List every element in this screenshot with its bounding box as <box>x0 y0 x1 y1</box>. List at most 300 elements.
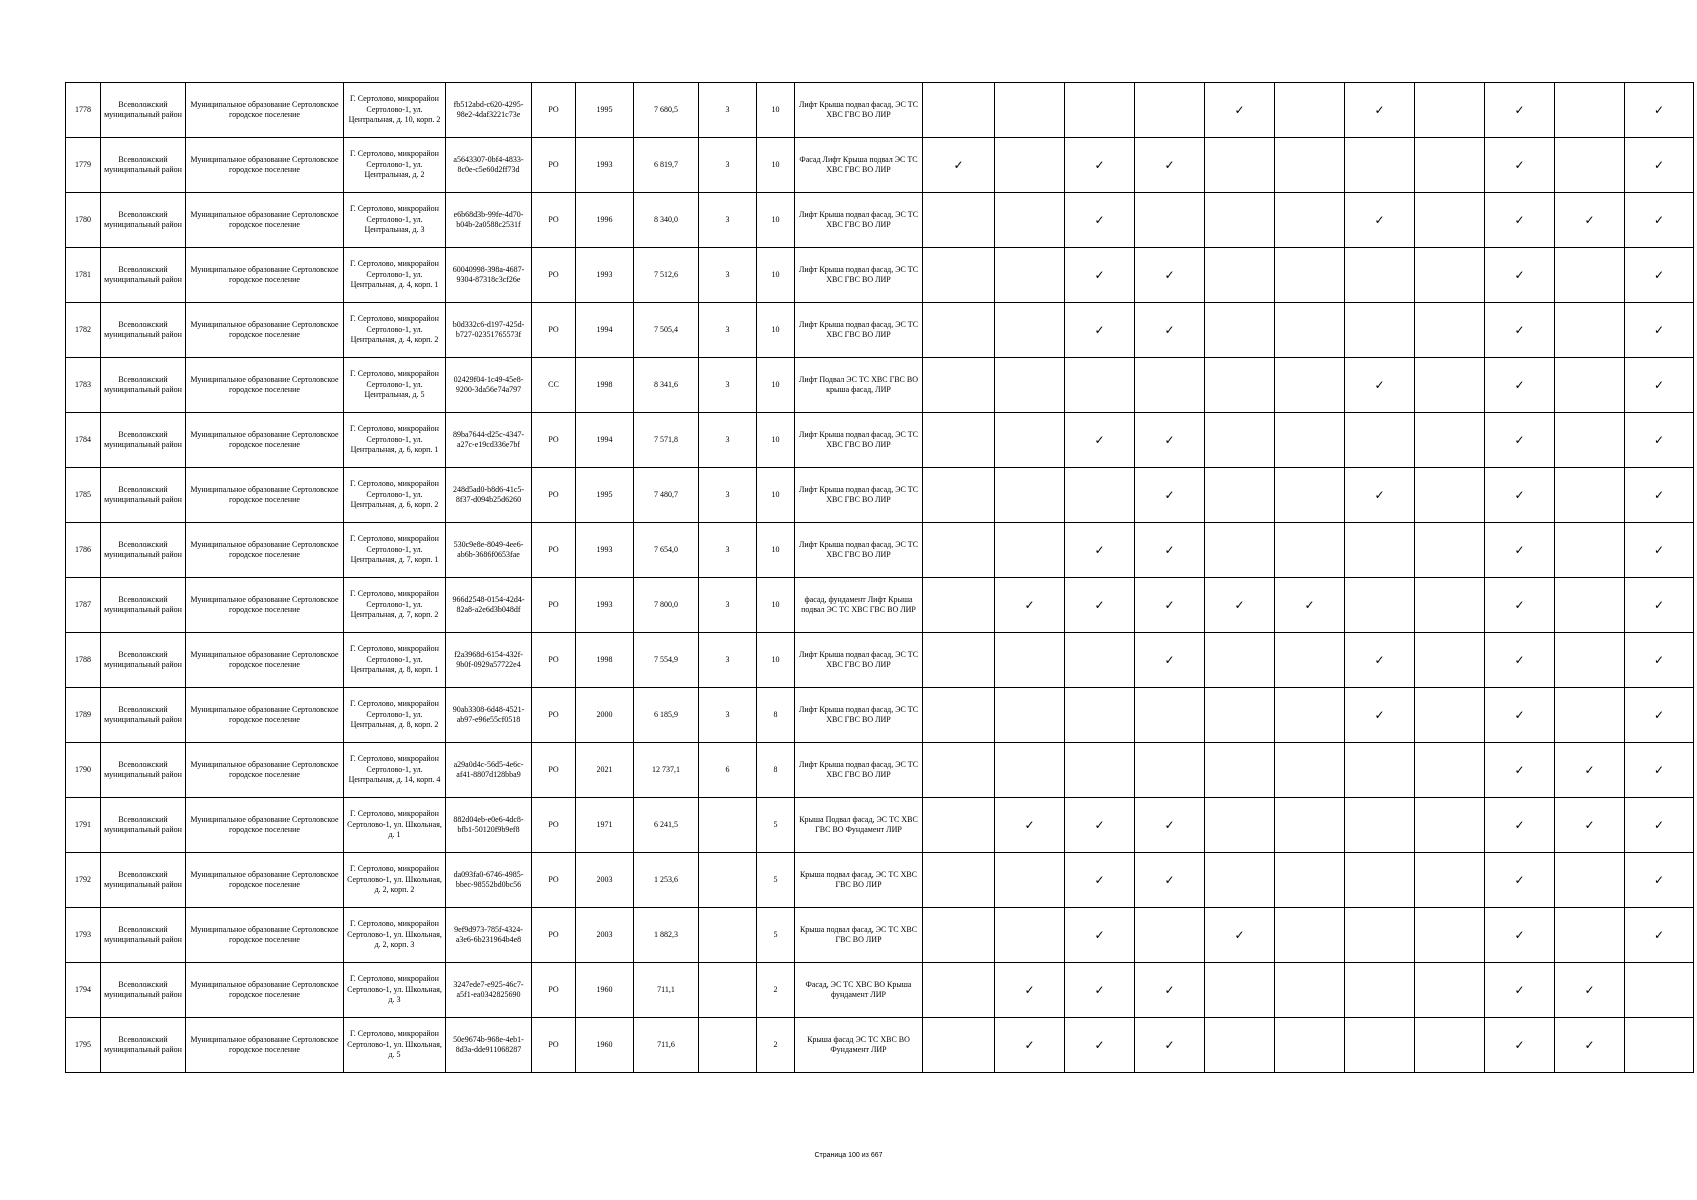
row-number: 1785 <box>66 468 101 523</box>
empty-check-cell <box>1345 413 1415 468</box>
build-year-cell: 1995 <box>576 468 634 523</box>
build-year-cell: 1995 <box>576 83 634 138</box>
table-body <box>66 83 1694 1073</box>
area-cell: 8 340,0 <box>634 193 699 248</box>
entrances-cell: 3 <box>699 83 757 138</box>
guid-cell: 50e9674b-968e-4eb1-8d3a-dde911068287 <box>446 1018 532 1073</box>
check-mark-icon: ✓ <box>1485 303 1555 358</box>
check-mark-icon: ✓ <box>1485 798 1555 853</box>
municipality-cell: Муниципальное образование Сертоловское городское поселение <box>186 248 344 303</box>
empty-check-cell <box>1555 853 1625 908</box>
table-row <box>66 908 1694 963</box>
guid-cell: 966d2548-0154-42d4-82a8-a2e6d3b048df <box>446 578 532 633</box>
empty-check-cell <box>1205 743 1275 798</box>
empty-check-cell <box>1345 523 1415 578</box>
empty-check-cell <box>1065 743 1135 798</box>
address-cell: Г. Сертолово, микрорайон Сертолово-1, ул. Центральная, д. 2 <box>344 138 446 193</box>
guid-cell: b0d332c6-d197-425d-b727-02351765573f <box>446 303 532 358</box>
floors-cell: 10 <box>757 523 795 578</box>
area-cell: 7 505,4 <box>634 303 699 358</box>
area-cell: 7 512,6 <box>634 248 699 303</box>
empty-check-cell <box>1275 413 1345 468</box>
entrances-cell: 3 <box>699 193 757 248</box>
table-row <box>66 138 1694 193</box>
empty-check-cell <box>1415 633 1485 688</box>
floors-cell: 10 <box>757 138 795 193</box>
municipality-cell: Муниципальное образование Сертоловское городское поселение <box>186 633 344 688</box>
empty-check-cell <box>1345 138 1415 193</box>
empty-check-cell <box>1415 963 1485 1018</box>
empty-check-cell <box>923 963 995 1018</box>
empty-check-cell <box>1275 743 1345 798</box>
build-year-cell: 1971 <box>576 798 634 853</box>
municipality-cell: Муниципальное образование Сертоловское городское поселение <box>186 908 344 963</box>
empty-check-cell <box>1205 248 1275 303</box>
empty-check-cell <box>1625 1018 1694 1073</box>
district-cell: Всеволожский муниципальный район <box>101 83 186 138</box>
district-cell: Всеволожский муниципальный район <box>101 688 186 743</box>
area-cell: 711,1 <box>634 963 699 1018</box>
check-mark-icon: ✓ <box>1205 908 1275 963</box>
building-type-cell: РО <box>532 578 576 633</box>
empty-check-cell <box>1275 193 1345 248</box>
address-cell: Г. Сертолово, микрорайон Сертолово-1, ул. Центральная, д. 8, корп. 1 <box>344 633 446 688</box>
empty-check-cell <box>1135 908 1205 963</box>
guid-cell: fb512abd-c620-4295-98e2-4daf3221c73e <box>446 83 532 138</box>
check-mark-icon: ✓ <box>1555 1018 1625 1073</box>
empty-check-cell <box>923 743 995 798</box>
address-cell: Г. Сертолово, микрорайон Сертолово-1, ул. Школьная, д. 5 <box>344 1018 446 1073</box>
building-type-cell: РО <box>532 248 576 303</box>
check-mark-icon: ✓ <box>1485 358 1555 413</box>
area-cell: 12 737,1 <box>634 743 699 798</box>
empty-check-cell <box>1345 908 1415 963</box>
building-type-cell: РО <box>532 688 576 743</box>
check-mark-icon: ✓ <box>995 798 1065 853</box>
build-year-cell: 1993 <box>576 138 634 193</box>
building-type-cell: РО <box>532 468 576 523</box>
table-row <box>66 248 1694 303</box>
empty-check-cell <box>1415 83 1485 138</box>
empty-check-cell <box>1135 358 1205 413</box>
empty-check-cell <box>1415 413 1485 468</box>
municipality-cell: Муниципальное образование Сертоловское городское поселение <box>186 853 344 908</box>
district-cell: Всеволожский муниципальный район <box>101 303 186 358</box>
table-row <box>66 468 1694 523</box>
empty-check-cell <box>1275 248 1345 303</box>
entrances-cell: 3 <box>699 468 757 523</box>
check-mark-icon: ✓ <box>1135 963 1205 1018</box>
address-cell: Г. Сертолово, микрорайон Сертолово-1, ул. Центральная, д. 6, корп. 1 <box>344 413 446 468</box>
works-list-cell: Лифт Крыша подвал фасад, ЭС ТС ХВС ГВС ВО ЛИР <box>795 248 923 303</box>
empty-check-cell <box>923 83 995 138</box>
municipality-cell: Муниципальное образование Сертоловское городское поселение <box>186 963 344 1018</box>
empty-check-cell <box>1205 303 1275 358</box>
empty-check-cell <box>923 853 995 908</box>
floors-cell: 5 <box>757 853 795 908</box>
building-type-cell: РО <box>532 743 576 798</box>
check-mark-icon: ✓ <box>1065 908 1135 963</box>
empty-check-cell <box>1205 468 1275 523</box>
district-cell: Всеволожский муниципальный район <box>101 578 186 633</box>
empty-check-cell <box>1275 468 1345 523</box>
guid-cell: 882d04eb-e0e6-4dc8-bfb1-50120f9b9ef8 <box>446 798 532 853</box>
address-cell: Г. Сертолово, микрорайон Сертолово-1, ул. Центральная, д. 6, корп. 2 <box>344 468 446 523</box>
empty-check-cell <box>1135 743 1205 798</box>
works-list-cell: Лифт Крыша подвал фасад, ЭС ТС ХВС ГВС ВО ЛИР <box>795 303 923 358</box>
building-type-cell: РО <box>532 798 576 853</box>
entrances-cell: 3 <box>699 358 757 413</box>
check-mark-icon: ✓ <box>1625 83 1694 138</box>
district-cell: Всеволожский муниципальный район <box>101 468 186 523</box>
empty-check-cell <box>1415 853 1485 908</box>
floors-cell: 2 <box>757 963 795 1018</box>
check-mark-icon: ✓ <box>1275 578 1345 633</box>
empty-check-cell <box>923 633 995 688</box>
build-year-cell: 1993 <box>576 248 634 303</box>
municipality-cell: Муниципальное образование Сертоловское городское поселение <box>186 523 344 578</box>
check-mark-icon: ✓ <box>1485 83 1555 138</box>
check-mark-icon: ✓ <box>1625 523 1694 578</box>
works-list-cell: Крыша подвал фасад, ЭС ТС ХВС ГВС ВО ЛИР <box>795 853 923 908</box>
empty-check-cell <box>1205 1018 1275 1073</box>
table-row <box>66 303 1694 358</box>
build-year-cell: 1993 <box>576 523 634 578</box>
check-mark-icon: ✓ <box>1345 688 1415 743</box>
check-mark-icon: ✓ <box>995 1018 1065 1073</box>
table-row <box>66 413 1694 468</box>
build-year-cell: 2021 <box>576 743 634 798</box>
empty-check-cell <box>1555 633 1625 688</box>
check-mark-icon: ✓ <box>1485 468 1555 523</box>
empty-check-cell <box>995 743 1065 798</box>
floors-cell: 10 <box>757 578 795 633</box>
entrances-cell: 3 <box>699 138 757 193</box>
table-row <box>66 578 1694 633</box>
works-list-cell: Лифт Крыша подвал фасад, ЭС ТС ХВС ГВС ВО ЛИР <box>795 633 923 688</box>
district-cell: Всеволожский муниципальный район <box>101 358 186 413</box>
area-cell: 6 185,9 <box>634 688 699 743</box>
empty-check-cell <box>1275 633 1345 688</box>
works-list-cell: Лифт Крыша подвал фасад, ЭС ТС ХВС ГВС ВО ЛИР <box>795 83 923 138</box>
row-number: 1789 <box>66 688 101 743</box>
build-year-cell: 1996 <box>576 193 634 248</box>
row-number: 1779 <box>66 138 101 193</box>
check-mark-icon: ✓ <box>1625 743 1694 798</box>
empty-check-cell <box>1415 578 1485 633</box>
guid-cell: 9ef9d973-785f-4324-a3e6-6b231964b4e8 <box>446 908 532 963</box>
floors-cell: 8 <box>757 688 795 743</box>
guid-cell: 90ab3308-6d48-4521-ab97-e96e55cf0518 <box>446 688 532 743</box>
empty-check-cell <box>1205 798 1275 853</box>
check-mark-icon: ✓ <box>1555 798 1625 853</box>
empty-check-cell <box>923 358 995 413</box>
check-mark-icon: ✓ <box>1065 963 1135 1018</box>
check-mark-icon: ✓ <box>1625 138 1694 193</box>
check-mark-icon: ✓ <box>1625 633 1694 688</box>
area-cell: 7 554,9 <box>634 633 699 688</box>
empty-check-cell <box>995 523 1065 578</box>
entrances-cell: 3 <box>699 248 757 303</box>
floors-cell: 5 <box>757 798 795 853</box>
empty-check-cell <box>995 193 1065 248</box>
check-mark-icon: ✓ <box>1205 83 1275 138</box>
empty-check-cell <box>1415 358 1485 413</box>
table-row <box>66 743 1694 798</box>
address-cell: Г. Сертолово, микрорайон Сертолово-1, ул. Центральная, д. 4, корп. 2 <box>344 303 446 358</box>
empty-check-cell <box>1415 248 1485 303</box>
works-list-cell: Лифт Крыша подвал фасад, ЭС ТС ХВС ГВС ВО ЛИР <box>795 193 923 248</box>
check-mark-icon: ✓ <box>1135 1018 1205 1073</box>
entrances-cell: 3 <box>699 523 757 578</box>
building-type-cell: РО <box>532 853 576 908</box>
table-row <box>66 633 1694 688</box>
guid-cell: 89ba7644-d25c-4347-a27c-e19cd336e7bf <box>446 413 532 468</box>
empty-check-cell <box>1135 688 1205 743</box>
works-list-cell: Лифт Крыша подвал фасад, ЭС ТС ХВС ГВС ВО ЛИР <box>795 523 923 578</box>
empty-check-cell <box>1135 193 1205 248</box>
row-number: 1782 <box>66 303 101 358</box>
check-mark-icon: ✓ <box>1065 798 1135 853</box>
check-mark-icon: ✓ <box>1065 303 1135 358</box>
guid-cell: 530c9e8e-8049-4ee6-ab6b-3686f0653fae <box>446 523 532 578</box>
table-row <box>66 193 1694 248</box>
empty-check-cell <box>1065 633 1135 688</box>
building-type-cell: РО <box>532 523 576 578</box>
empty-check-cell <box>1345 1018 1415 1073</box>
entrances-cell <box>699 963 757 1018</box>
works-list-cell: Крыша подвал фасад, ЭС ТС ХВС ГВС ВО ЛИР <box>795 908 923 963</box>
check-mark-icon: ✓ <box>1625 578 1694 633</box>
guid-cell: 248d5ad0-b8d6-41c5-8f37-d094b25d6260 <box>446 468 532 523</box>
works-list-cell: Крыша Подвал фасад, ЭС ТС ХВС ГВС ВО Фундамент ЛИР <box>795 798 923 853</box>
district-cell: Всеволожский муниципальный район <box>101 798 186 853</box>
district-cell: Всеволожский муниципальный район <box>101 248 186 303</box>
guid-cell: a29a0d4c-56d5-4e6c-af41-8807d128bba9 <box>446 743 532 798</box>
building-type-cell: РО <box>532 83 576 138</box>
empty-check-cell <box>1275 83 1345 138</box>
address-cell: Г. Сертолово, микрорайон Сертолово-1, ул. Центральная, д. 5 <box>344 358 446 413</box>
works-list-cell: Фасад Лифт Крыша подвал ЭС ТС ХВС ГВС ВО ЛИР <box>795 138 923 193</box>
build-year-cell: 2003 <box>576 908 634 963</box>
row-number: 1795 <box>66 1018 101 1073</box>
empty-check-cell <box>995 468 1065 523</box>
entrances-cell: 3 <box>699 688 757 743</box>
empty-check-cell <box>1415 193 1485 248</box>
address-cell: Г. Сертолово, микрорайон Сертолово-1, ул. Школьная, д. 2, корп. 3 <box>344 908 446 963</box>
empty-check-cell <box>1415 138 1485 193</box>
empty-check-cell <box>1555 413 1625 468</box>
check-mark-icon: ✓ <box>1065 138 1135 193</box>
check-mark-icon: ✓ <box>1485 633 1555 688</box>
build-year-cell: 2003 <box>576 853 634 908</box>
empty-check-cell <box>1275 1018 1345 1073</box>
table-row <box>66 688 1694 743</box>
building-type-cell: РО <box>532 963 576 1018</box>
check-mark-icon: ✓ <box>1135 248 1205 303</box>
works-list-cell: Лифт Крыша подвал фасад, ЭС ТС ХВС ГВС ВО ЛИР <box>795 688 923 743</box>
empty-check-cell <box>995 303 1065 358</box>
entrances-cell: 3 <box>699 578 757 633</box>
area-cell: 7 680,5 <box>634 83 699 138</box>
empty-check-cell <box>923 908 995 963</box>
check-mark-icon: ✓ <box>1485 578 1555 633</box>
page-footer: Страница 100 из 667 <box>814 1152 883 1159</box>
table-row <box>66 963 1694 1018</box>
empty-check-cell <box>923 523 995 578</box>
empty-check-cell <box>923 413 995 468</box>
row-number: 1788 <box>66 633 101 688</box>
empty-check-cell <box>923 688 995 743</box>
row-number: 1791 <box>66 798 101 853</box>
area-cell: 1 882,3 <box>634 908 699 963</box>
guid-cell: a5643307-0bf4-4833-8c0e-c5e60d2ff73d <box>446 138 532 193</box>
build-year-cell: 1960 <box>576 963 634 1018</box>
empty-check-cell <box>1275 798 1345 853</box>
municipality-cell: Муниципальное образование Сертоловское городское поселение <box>186 798 344 853</box>
empty-check-cell <box>1555 468 1625 523</box>
address-cell: Г. Сертолово, микрорайон Сертолово-1, ул. Центральная, д. 7, корп. 1 <box>344 523 446 578</box>
floors-cell: 10 <box>757 193 795 248</box>
guid-cell: da093fa0-6746-4985-bbec-98552bd0bc56 <box>446 853 532 908</box>
building-type-cell: РО <box>532 1018 576 1073</box>
works-list-cell: Лифт Крыша подвал фасад, ЭС ТС ХВС ГВС ВО ЛИР <box>795 468 923 523</box>
building-type-cell: РО <box>532 138 576 193</box>
works-list-cell: Лифт Крыша подвал фасад, ЭС ТС ХВС ГВС ВО ЛИР <box>795 413 923 468</box>
entrances-cell: 6 <box>699 743 757 798</box>
empty-check-cell <box>995 853 1065 908</box>
guid-cell: 60040998-398a-4687-9304-87318c3cf26e <box>446 248 532 303</box>
table-row <box>66 358 1694 413</box>
build-year-cell: 1993 <box>576 578 634 633</box>
area-cell: 6 819,7 <box>634 138 699 193</box>
entrances-cell: 3 <box>699 633 757 688</box>
check-mark-icon: ✓ <box>1135 303 1205 358</box>
empty-check-cell <box>923 1018 995 1073</box>
floors-cell: 8 <box>757 743 795 798</box>
check-mark-icon: ✓ <box>1065 523 1135 578</box>
check-mark-icon: ✓ <box>1485 413 1555 468</box>
empty-check-cell <box>923 578 995 633</box>
check-mark-icon: ✓ <box>1555 963 1625 1018</box>
works-list-cell: Лифт Подвал ЭС ТС ХВС ГВС ВО крыша фасад, ЛИР <box>795 358 923 413</box>
empty-check-cell <box>923 303 995 358</box>
table-row <box>66 523 1694 578</box>
floors-cell: 10 <box>757 413 795 468</box>
empty-check-cell <box>1205 413 1275 468</box>
check-mark-icon: ✓ <box>1135 138 1205 193</box>
check-mark-icon: ✓ <box>1485 743 1555 798</box>
empty-check-cell <box>1205 853 1275 908</box>
entrances-cell <box>699 908 757 963</box>
address-cell: Г. Сертолово, микрорайон Сертолово-1, ул. Центральная, д. 10, корп. 2 <box>344 83 446 138</box>
empty-check-cell <box>923 248 995 303</box>
empty-check-cell <box>1555 248 1625 303</box>
empty-check-cell <box>1555 358 1625 413</box>
empty-check-cell <box>995 83 1065 138</box>
empty-check-cell <box>1555 138 1625 193</box>
empty-check-cell <box>923 193 995 248</box>
check-mark-icon: ✓ <box>1345 193 1415 248</box>
check-mark-icon: ✓ <box>1345 633 1415 688</box>
row-number: 1790 <box>66 743 101 798</box>
empty-check-cell <box>995 908 1065 963</box>
address-cell: Г. Сертолово, микрорайон Сертолово-1, ул. Школьная, д. 2, корп. 2 <box>344 853 446 908</box>
empty-check-cell <box>1345 248 1415 303</box>
empty-check-cell <box>1345 743 1415 798</box>
building-type-cell: СС <box>532 358 576 413</box>
empty-check-cell <box>1275 908 1345 963</box>
district-cell: Всеволожский муниципальный район <box>101 1018 186 1073</box>
district-cell: Всеволожский муниципальный район <box>101 633 186 688</box>
empty-check-cell <box>1205 688 1275 743</box>
check-mark-icon: ✓ <box>1135 468 1205 523</box>
build-year-cell: 2000 <box>576 688 634 743</box>
check-mark-icon: ✓ <box>1345 358 1415 413</box>
entrances-cell <box>699 798 757 853</box>
floors-cell: 10 <box>757 83 795 138</box>
empty-check-cell <box>1555 83 1625 138</box>
check-mark-icon: ✓ <box>1485 248 1555 303</box>
district-cell: Всеволожский муниципальный район <box>101 138 186 193</box>
empty-check-cell <box>1415 523 1485 578</box>
area-cell: 7 480,7 <box>634 468 699 523</box>
municipality-cell: Муниципальное образование Сертоловское городское поселение <box>186 413 344 468</box>
empty-check-cell <box>995 138 1065 193</box>
district-cell: Всеволожский муниципальный район <box>101 523 186 578</box>
check-mark-icon: ✓ <box>1625 413 1694 468</box>
check-mark-icon: ✓ <box>1065 248 1135 303</box>
empty-check-cell <box>1065 358 1135 413</box>
check-mark-icon: ✓ <box>1065 853 1135 908</box>
empty-check-cell <box>1205 963 1275 1018</box>
area-cell: 7 571,8 <box>634 413 699 468</box>
empty-check-cell <box>1205 138 1275 193</box>
empty-check-cell <box>1275 138 1345 193</box>
check-mark-icon: ✓ <box>1135 413 1205 468</box>
floors-cell: 2 <box>757 1018 795 1073</box>
empty-check-cell <box>995 413 1065 468</box>
check-mark-icon: ✓ <box>1065 578 1135 633</box>
empty-check-cell <box>1275 303 1345 358</box>
district-cell: Всеволожский муниципальный район <box>101 963 186 1018</box>
empty-check-cell <box>995 248 1065 303</box>
row-number: 1780 <box>66 193 101 248</box>
empty-check-cell <box>1275 523 1345 578</box>
entrances-cell: 3 <box>699 413 757 468</box>
empty-check-cell <box>1205 358 1275 413</box>
check-mark-icon: ✓ <box>1135 633 1205 688</box>
check-mark-icon: ✓ <box>1345 83 1415 138</box>
address-cell: Г. Сертолово, микрорайон Сертолово-1, ул. Центральная, д. 8, корп. 2 <box>344 688 446 743</box>
empty-check-cell <box>1275 853 1345 908</box>
floors-cell: 10 <box>757 468 795 523</box>
empty-check-cell <box>1415 798 1485 853</box>
check-mark-icon: ✓ <box>1625 248 1694 303</box>
building-type-cell: РО <box>532 633 576 688</box>
empty-check-cell <box>1555 908 1625 963</box>
floors-cell: 10 <box>757 248 795 303</box>
check-mark-icon: ✓ <box>1625 908 1694 963</box>
address-cell: Г. Сертолово, микрорайон Сертолово-1, ул. Центральная, д. 7, корп. 2 <box>344 578 446 633</box>
empty-check-cell <box>1345 303 1415 358</box>
build-year-cell: 1994 <box>576 413 634 468</box>
works-list-cell: фасад, фундамент Лифт Крыша подвал ЭС ТС ХВС ГВС ВО ЛИР <box>795 578 923 633</box>
check-mark-icon: ✓ <box>1205 578 1275 633</box>
check-mark-icon: ✓ <box>1345 468 1415 523</box>
check-mark-icon: ✓ <box>1625 303 1694 358</box>
empty-check-cell <box>1555 523 1625 578</box>
